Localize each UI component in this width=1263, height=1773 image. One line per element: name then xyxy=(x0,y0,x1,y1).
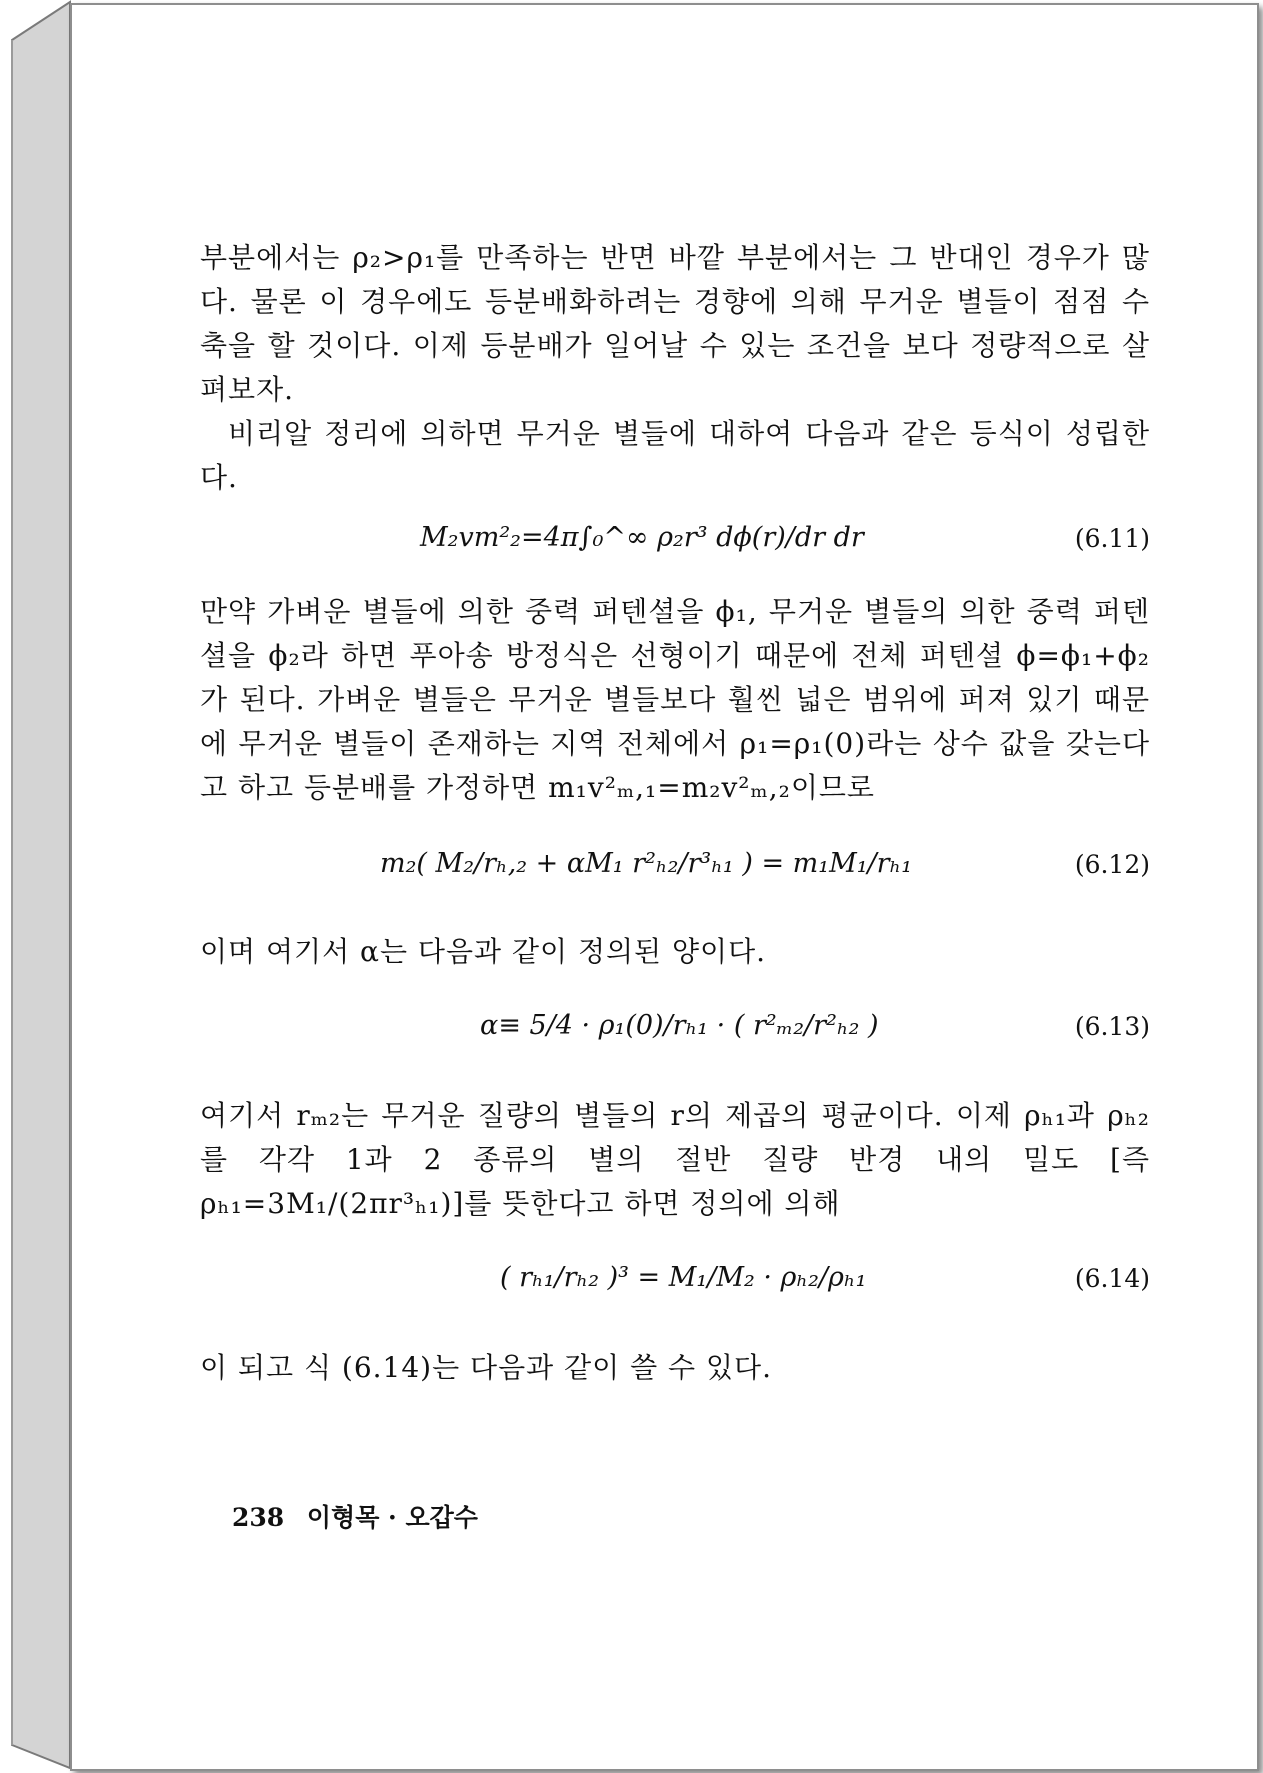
book-edge-graphic xyxy=(0,0,72,1773)
equation-6-13-number: (6.13) xyxy=(1074,1012,1150,1041)
paragraph-6: 이 되고 식 (6.14)는 다음과 같이 쓸 수 있다. xyxy=(200,1351,772,1384)
equation-6-14-body: ( rₕ₁/rₕ₂ )³ = M₁/M₂ · ρₕ₂/ρₕ₁ xyxy=(500,1262,867,1293)
equation-6-13 xyxy=(200,992,1150,1072)
paragraph-4: 이며 여기서 α는 다음과 같이 정의된 양이다. xyxy=(200,935,767,968)
equation-6-14 xyxy=(200,1244,1150,1324)
equation-6-12-body: m₂( M₂/rₕ,₂ + αM₁ r²ₕ₂/r³ₕ₁ ) = m₁M₁/rₕ₁ xyxy=(380,848,913,879)
equation-6-11-body: M₂vm²₂=4π∫₀^∞ ρ₂r³ dϕ(r)/dr dr xyxy=(420,522,864,553)
equation-6-14-number: (6.14) xyxy=(1074,1264,1150,1293)
page-footer xyxy=(232,1498,492,1534)
equation-6-12 xyxy=(200,828,1150,908)
equation-6-11-number: (6.11) xyxy=(1074,524,1150,553)
paragraph-1: 부분에서는 ρ₂>ρ₁를 만족하는 반면 바깥 부분에서는 그 반대인 경우가 많다. 물론 이 경우에도 등분배화하려는 경향에 의해 무거운 별들이 점점 수축을 할 것이다. 이제 등분배가 일어날 수 있는 조건을 보다 정량적으로 살펴보자. xyxy=(200,241,1150,406)
page-body xyxy=(200,236,1150,1390)
equation-6-12-number: (6.12) xyxy=(1074,850,1150,879)
paragraph-3: 만약 가벼운 별들에 의한 중력 퍼텐셜을 ϕ₁, 무거운 별들의 의한 중력 퍼텐셜을 ϕ₂라 하면 푸아송 방정식은 선형이기 때문에 전체 퍼텐셜 ϕ=ϕ₁+ϕ₂가 된다. 가벼운 별들은 무거운 별들보다 훨씬 넓은 범위에 퍼져 있기 때문에 무거운 별들이 존재하는 지역 전체에서 ρ₁=ρ₁(0)라는 상수 값을 갖는다고 하고 등분배를 가정하면 m₁v²ₘ,₁=m₂v²ₘ,₂이므로 xyxy=(200,595,1150,804)
paragraph-5: 여기서 rₘ₂는 무거운 질량의 별들의 r의 제곱의 평균이다. 이제 ρₕ₁과 ρₕ₂를 각각 1과 2 종류의 별의 절반 질량 반경 내의 밀도 [즉 ρₕ₁=3M₁/(2πr³ₕ₁)]를 뜻한다고 하면 정의에 의해 xyxy=(200,1099,1150,1220)
equation-6-11 xyxy=(200,512,1150,572)
equation-6-13-body: α≡ 5/4 · ρ₁(0)/rₕ₁ · ( r²ₘ₂/r²ₕ₂ ) xyxy=(480,1010,879,1041)
paragraph-2: 비리알 정리에 의하면 무거운 별들에 대하여 다음과 같은 등식이 성립한다. xyxy=(200,417,1150,494)
page-number: 238 xyxy=(232,1503,285,1532)
footer-authors: 이형목 · 오갑수 xyxy=(306,1503,478,1532)
